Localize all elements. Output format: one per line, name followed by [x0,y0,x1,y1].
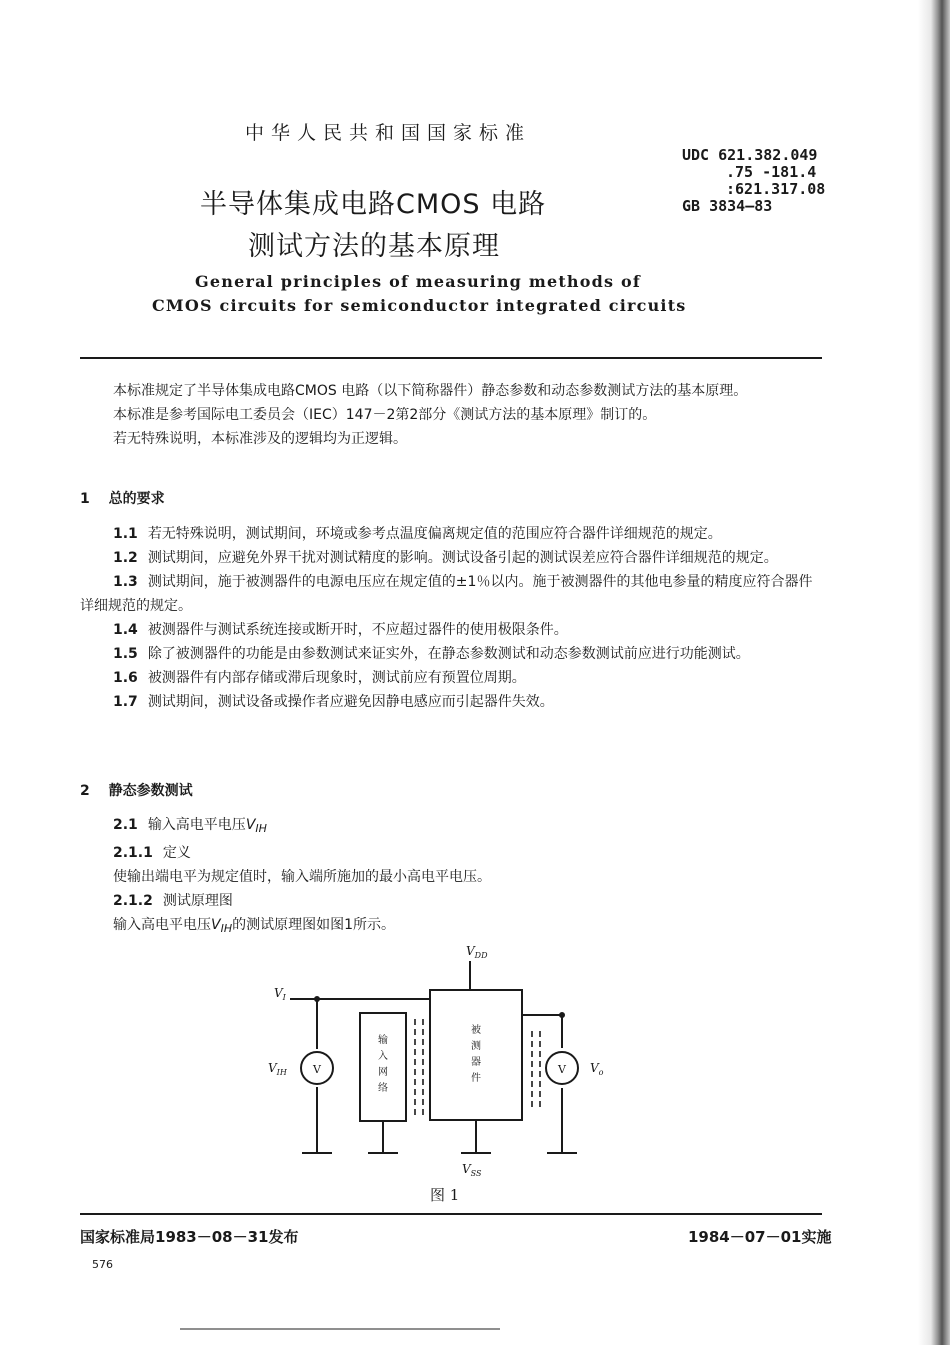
dut-char: 被 [471,1025,481,1036]
clause [80,666,825,690]
symbol: V [245,817,256,833]
dut-char: 器 [471,1057,481,1068]
symbol-subscript: IH [255,822,267,835]
title-zh-line2: 测试方法的基本原理 [248,231,500,262]
clause [80,690,825,714]
scan-artifact [180,1328,500,1330]
section-title: 总的要求 [108,491,165,507]
text-fragment: 输入高电平电压 [113,917,211,933]
clause-number: 2.1 [113,817,138,833]
section-2-heading [80,780,193,800]
clause-text: 使输出端电平为规定值时，输入端所施加的最小高电平电压。 [113,869,491,885]
voltmeter-symbol: V [313,1063,321,1076]
page-number: 576 [92,1258,113,1271]
gb-number: GB 3834—83 [682,197,773,215]
input-net-char: 输 [378,1035,388,1046]
clause-2-1 [80,813,825,841]
clause-text: 被测器件与测试系统连接或断开时，不应超过器件的使用极限条件。 [147,622,568,638]
clause [80,642,825,666]
clause-number: 2.1.2 [113,893,153,909]
clause-text: 若无特殊说明，测试期间，环境或参考点温度偏离规定值的范围应符合器件详细规范的规定。 [147,526,722,542]
intro-paragraph: 若无特殊说明，本标准涉及的逻辑均为正逻辑。 [113,431,407,447]
dut-char: 件 [471,1073,481,1084]
input-net-char: 入 [378,1051,388,1062]
clause-title: 定义 [162,845,191,861]
clause-2-1-1 [80,841,825,865]
effective-date: 1984－07－01实施 [688,1228,832,1246]
section-1-heading [80,488,165,508]
clause-number: 1.5 [113,646,138,662]
vi-label: $V_I$ [274,986,286,1002]
figure-caption: 图 1 [430,1186,460,1204]
figure-1-circuit [240,935,640,1185]
clause-title: 测试原理图 [162,893,233,909]
clause-number: 1.1 [113,526,138,542]
udc-line: :621.317.08 [726,180,826,198]
clause [80,546,825,570]
voltmeter-symbol: V [558,1063,566,1076]
text-fragment: 的测试原理图如图1所示。 [232,917,396,933]
dut-char: 测 [471,1041,481,1052]
clause-text: 测试期间，测试设备或操作者应避免因静电感应而引起器件失效。 [147,694,554,710]
intro-paragraph: 本标准规定了半导体集成电路CMOS 电路（以下简称器件）静态参数和动态参数测试方法的基本原理。 [113,383,748,399]
intro [80,379,825,451]
vo-label: $V_o$ [590,1061,604,1077]
vss-label: $V_{SS}$ [462,1162,482,1178]
udc-line: UDC 621.382.049 [682,146,818,164]
section-number: 2 [80,783,90,799]
clause-2-1-2 [80,889,825,913]
clause-text: 被测器件有内部存储或滞后现象时，测试前应有预置位周期。 [147,670,526,686]
section-1-items [80,522,825,714]
symbol: V [211,917,221,933]
title-en-line1: General principles of measuring methods of [195,272,641,291]
input-net-char: 网 [378,1067,388,1078]
udc-block [682,147,825,215]
footer-rule [80,1213,822,1215]
clause [80,570,825,618]
vdd-label: $V_{DD}$ [466,944,488,960]
dut-box [430,990,522,1120]
junction-dot [314,996,320,1002]
clause-text: 除了被测器件的功能是由参数测试来证实外，在静态参数测试和动态参数测试前应进行功能测试。 [147,646,750,662]
clause-text: 输入高电平电压 [147,817,246,833]
input-net-char: 络 [378,1083,388,1094]
issued-date: 国家标准局1983－08－31发布 [80,1228,299,1246]
clause-text: 测试期间，应避免外界干扰对测试精度的影响。测试设备引起的测试误差应符合器件详细规范的规定。 [147,550,778,566]
clause-number: 2.1.1 [113,845,153,861]
clause-number: 1.4 [113,622,138,638]
udc-line: .75 -181.4 [726,163,817,181]
header-rule [80,357,822,359]
section-2-body [80,813,825,941]
clause-number: 1.7 [113,694,138,710]
clause [80,618,825,642]
scan-edge [918,0,950,1345]
intro-paragraph: 本标准是参考国际电工委员会（IEC）147－2第2部分《测试方法的基本原理》制订的。 [113,407,657,423]
clause-number: 1.6 [113,670,138,686]
clause-text: 测试期间，施于被测器件的电源电压应在规定值的±1％以内。施于被测器件的其他电参量的精度应符合器件详细规范的规定。 [80,574,813,614]
title-en-line2: CMOS circuits for semiconductor integrated circuits [152,296,687,315]
section-number: 1 [80,491,90,507]
clause-number: 1.3 [113,574,138,590]
junction-dot [559,1012,565,1018]
vih-label: $V_{IH}$ [268,1061,287,1077]
title-zh-line1: 半导体集成电路CMOS 电路 [200,189,547,220]
clause [80,522,825,546]
national-standard-label: 中华人民共和国国家标准 [245,122,532,144]
section-title: 静态参数测试 [108,783,193,799]
symbol-subscript: IH [220,922,233,935]
clause-number: 1.2 [113,550,138,566]
